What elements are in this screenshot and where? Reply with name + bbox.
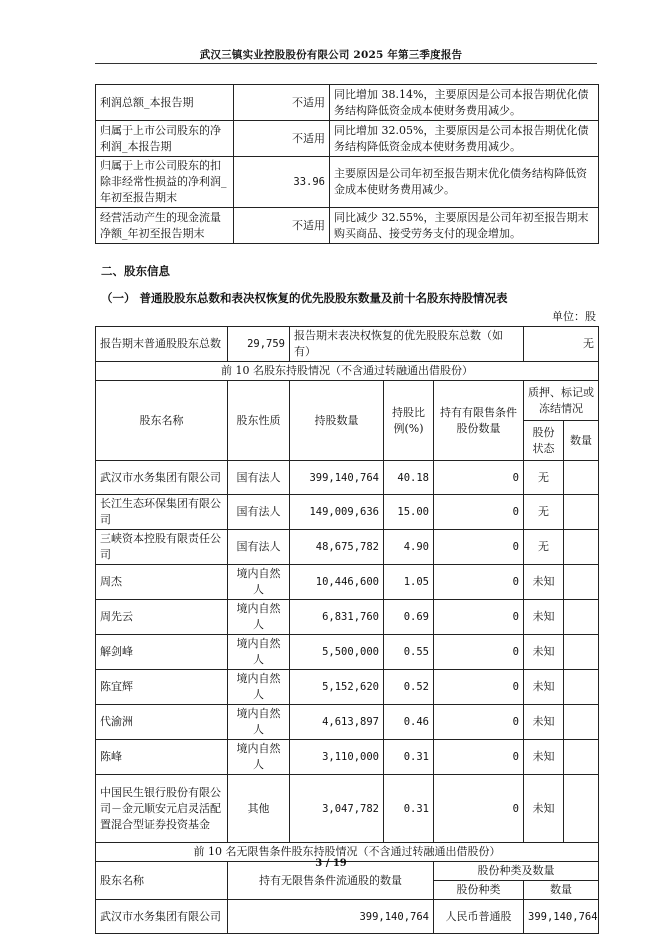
holder-ratio: 0.69 bbox=[384, 600, 434, 635]
holder-shares: 399,140,764 bbox=[290, 461, 384, 495]
holder-ratio: 4.90 bbox=[384, 530, 434, 565]
table-row bbox=[96, 121, 599, 157]
change-value: 不适用 bbox=[234, 85, 330, 121]
holder-shares: 5,152,620 bbox=[290, 670, 384, 705]
holder-ratio: 0.55 bbox=[384, 635, 434, 670]
unrestricted-header-type: 股份种类 bbox=[434, 881, 524, 900]
holder-pledge-status: 未知 bbox=[524, 705, 564, 740]
holder-name: 长江生态环保集团有限公司 bbox=[96, 495, 228, 530]
holder-restricted: 0 bbox=[434, 495, 524, 530]
holder-pledge-qty bbox=[564, 565, 599, 600]
holder-ratio: 0.31 bbox=[384, 740, 434, 775]
holder-restricted: 0 bbox=[434, 705, 524, 740]
holder-shares: 4,613,897 bbox=[290, 705, 384, 740]
holder-ratio: 0.31 bbox=[384, 775, 434, 843]
page-number: 3 / 19 bbox=[315, 858, 347, 869]
table-row bbox=[96, 565, 599, 600]
holder-ratio: 15.00 bbox=[384, 495, 434, 530]
unrestricted-caption: 前 10 名无限售条件股东持股情况（不含通过转融通出借股份） bbox=[96, 843, 599, 862]
holder-pledge-status: 未知 bbox=[524, 775, 564, 843]
holder-nature: 境内自然人 bbox=[228, 705, 290, 740]
holder-name: 陈峰 bbox=[96, 740, 228, 775]
holder-pledge-qty bbox=[564, 740, 599, 775]
change-item: 经营活动产生的现金流量净额_年初至报告期末 bbox=[96, 208, 234, 244]
holder-shares: 5,500,000 bbox=[290, 635, 384, 670]
holder-pledge-status: 未知 bbox=[524, 635, 564, 670]
holder-pledge-status: 未知 bbox=[524, 670, 564, 705]
holder-nature: 境内自然人 bbox=[228, 635, 290, 670]
header-divider bbox=[95, 63, 597, 64]
col-header-name: 股东名称 bbox=[96, 381, 228, 461]
holder-nature: 境内自然人 bbox=[228, 670, 290, 705]
unit-label: 单位：股 bbox=[552, 310, 596, 323]
holder-ratio: 0.52 bbox=[384, 670, 434, 705]
holder-pledge-status: 未知 bbox=[524, 600, 564, 635]
change-reason: 同比增加 38.14%，主要原因是公司本报告期优化债务结构降低资金成本使财务费用减少。 bbox=[330, 85, 599, 121]
unrestricted-header-qty: 持有无限售条件流通股的数量 bbox=[228, 862, 434, 900]
table-row bbox=[96, 461, 599, 495]
holder-pledge-qty bbox=[564, 705, 599, 740]
col-header-pledge-qty: 数量 bbox=[564, 421, 599, 461]
table-row bbox=[96, 670, 599, 705]
unrestricted-header-type-group: 股份种类及数量 bbox=[434, 862, 599, 881]
holder-nature: 其他 bbox=[228, 775, 290, 843]
holder-shares: 48,675,782 bbox=[290, 530, 384, 565]
col-header-nature: 股东性质 bbox=[228, 381, 290, 461]
section-title-shareholders: 二、股东信息 bbox=[101, 264, 170, 278]
top10-caption: 前 10 名股东持股情况（不含通过转融通出借股份） bbox=[96, 362, 599, 381]
holder-pledge-status: 无 bbox=[524, 495, 564, 530]
change-value: 33.96 bbox=[234, 157, 330, 208]
table-row bbox=[96, 530, 599, 565]
holder-pledge-status: 未知 bbox=[524, 565, 564, 600]
holder-nature: 国有法人 bbox=[228, 495, 290, 530]
holder-nature: 国有法人 bbox=[228, 530, 290, 565]
holder-pledge-status: 无 bbox=[524, 530, 564, 565]
holder-name: 代渝洲 bbox=[96, 705, 228, 740]
holder-shares: 3,110,000 bbox=[290, 740, 384, 775]
holder-nature: 国有法人 bbox=[228, 461, 290, 495]
unrestricted-header-name: 股东名称 bbox=[96, 862, 228, 900]
holder-pledge-qty bbox=[564, 600, 599, 635]
holder-pledge-status: 无 bbox=[524, 461, 564, 495]
table-row bbox=[96, 740, 599, 775]
unrestricted-share-type: 人民币普通股 bbox=[434, 900, 524, 934]
table-row bbox=[96, 85, 599, 121]
holder-restricted: 0 bbox=[434, 670, 524, 705]
unrestricted-share-type-qty: 399,140,764 bbox=[524, 900, 599, 934]
holder-nature: 境内自然人 bbox=[228, 740, 290, 775]
change-item: 归属于上市公司股东的扣除非经常性损益的净利润_年初至报告期末 bbox=[96, 157, 234, 208]
pref-holders-value: 无 bbox=[524, 327, 599, 362]
change-item: 利润总额_本报告期 bbox=[96, 85, 234, 121]
holder-shares: 6,831,760 bbox=[290, 600, 384, 635]
holder-ratio: 0.46 bbox=[384, 705, 434, 740]
holder-name: 陈宜辉 bbox=[96, 670, 228, 705]
shareholder-table bbox=[95, 326, 599, 934]
subsection-title-top10: （一） 普通股股东总数和表决权恢复的优先股股东数量及前十名股东持股情况表 bbox=[101, 291, 508, 305]
change-reason: 同比增加 32.05%，主要原因是公司本报告期优化债务结构降低资金成本使财务费用减少。 bbox=[330, 121, 599, 157]
col-header-pledge-status: 股份状态 bbox=[524, 421, 564, 461]
holder-restricted: 0 bbox=[434, 635, 524, 670]
holder-name: 周先云 bbox=[96, 600, 228, 635]
holder-pledge-qty bbox=[564, 775, 599, 843]
unrestricted-holder-qty: 399,140,764 bbox=[228, 900, 434, 934]
unrestricted-holder-name: 武汉市水务集团有限公司 bbox=[96, 900, 228, 934]
col-header-ratio: 持股比例(%) bbox=[384, 381, 434, 461]
changes-table bbox=[95, 84, 599, 244]
total-holders-value: 29,759 bbox=[228, 327, 290, 362]
holder-restricted: 0 bbox=[434, 740, 524, 775]
col-header-pledge: 质押、标记或冻结情况 bbox=[524, 381, 599, 421]
change-value: 不适用 bbox=[234, 208, 330, 244]
holder-name: 周杰 bbox=[96, 565, 228, 600]
holder-restricted: 0 bbox=[434, 461, 524, 495]
holder-shares: 149,009,636 bbox=[290, 495, 384, 530]
pref-holders-label: 报告期末表决权恢复的优先股股东总数（如有） bbox=[290, 327, 524, 362]
holder-pledge-qty bbox=[564, 670, 599, 705]
change-reason: 同比减少 32.55%，主要原因是公司年初至报告期末购买商品、接受劳务支付的现金增加。 bbox=[330, 208, 599, 244]
page-header: 武汉三镇实业控股股份有限公司 2025 年第三季度报告 bbox=[199, 49, 463, 61]
holder-pledge-status: 未知 bbox=[524, 740, 564, 775]
holder-pledge-qty bbox=[564, 495, 599, 530]
holder-ratio: 1.05 bbox=[384, 565, 434, 600]
change-value: 不适用 bbox=[234, 121, 330, 157]
total-holders-label: 报告期末普通股股东总数 bbox=[96, 327, 228, 362]
holder-restricted: 0 bbox=[434, 565, 524, 600]
holder-restricted: 0 bbox=[434, 600, 524, 635]
table-row bbox=[96, 208, 599, 244]
holder-nature: 境内自然人 bbox=[228, 565, 290, 600]
holder-ratio: 40.18 bbox=[384, 461, 434, 495]
table-row bbox=[96, 705, 599, 740]
table-row bbox=[96, 635, 599, 670]
table-row bbox=[96, 900, 599, 934]
holder-name: 解剑峰 bbox=[96, 635, 228, 670]
table-row bbox=[96, 775, 599, 843]
holder-nature: 境内自然人 bbox=[228, 600, 290, 635]
change-reason: 主要原因是公司年初至报告期末优化债务结构降低资金成本使财务费用减少。 bbox=[330, 157, 599, 208]
holder-name: 武汉市水务集团有限公司 bbox=[96, 461, 228, 495]
change-item: 归属于上市公司股东的净利润_本报告期 bbox=[96, 121, 234, 157]
table-row bbox=[96, 600, 599, 635]
holder-name: 中国民生银行股份有限公司－金元顺安元启灵活配置混合型证券投资基金 bbox=[96, 775, 228, 843]
holder-shares: 3,047,782 bbox=[290, 775, 384, 843]
holder-shares: 10,446,600 bbox=[290, 565, 384, 600]
col-header-shares: 持股数量 bbox=[290, 381, 384, 461]
holder-pledge-qty bbox=[564, 530, 599, 565]
holder-restricted: 0 bbox=[434, 775, 524, 843]
holder-pledge-qty bbox=[564, 635, 599, 670]
holder-name: 三峡资本控股有限责任公司 bbox=[96, 530, 228, 565]
table-row bbox=[96, 495, 599, 530]
unrestricted-header-type-qty: 数量 bbox=[524, 881, 599, 900]
table-row bbox=[96, 157, 599, 208]
col-header-restricted: 持有有限售条件股份数量 bbox=[434, 381, 524, 461]
holder-restricted: 0 bbox=[434, 530, 524, 565]
holder-pledge-qty bbox=[564, 461, 599, 495]
